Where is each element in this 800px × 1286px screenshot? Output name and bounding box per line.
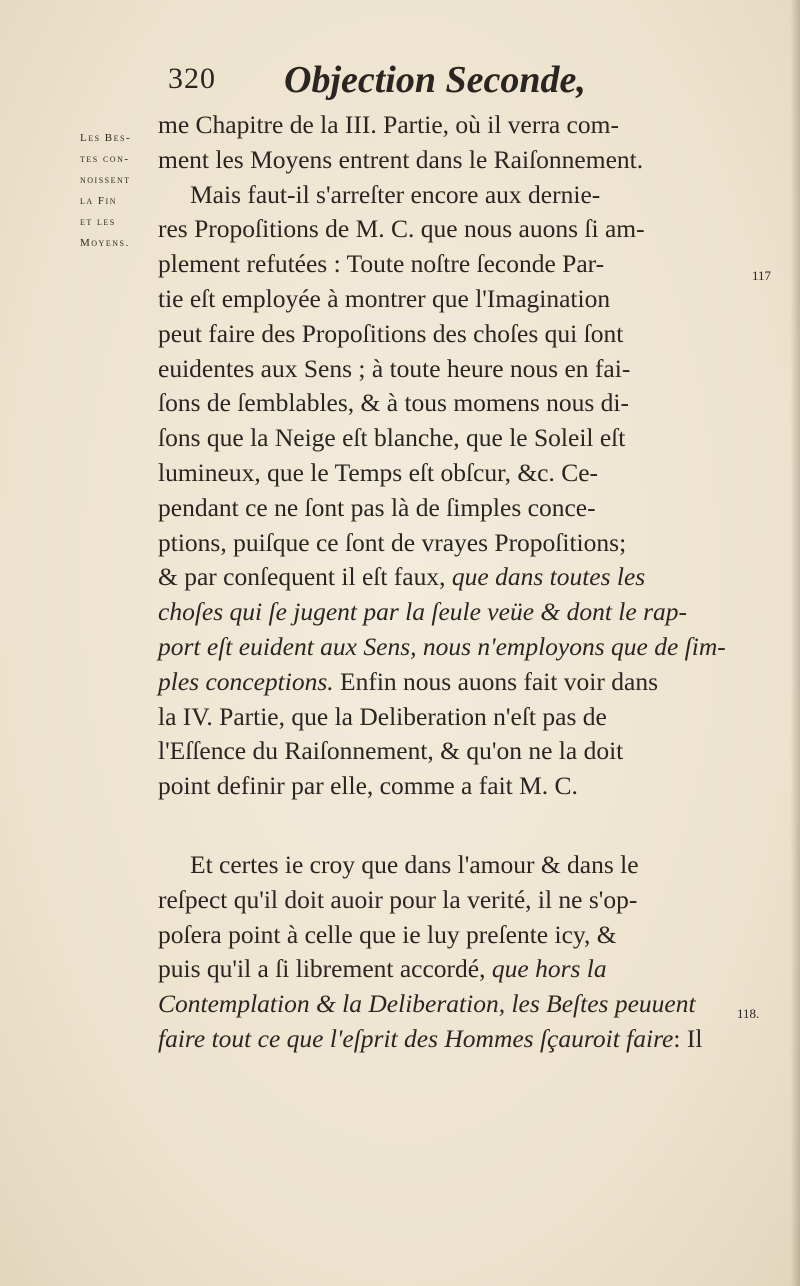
text-run: & par conſequent il eſt faux, [158, 562, 452, 592]
text-line [158, 526, 748, 561]
text-line [158, 595, 748, 630]
text-run: me Chapitre de la III. Partie, où il verra com- [158, 110, 619, 139]
italic-text: Contemplation & la Deliberation, les Beſtes peuuent [158, 989, 696, 1019]
paragraph-1 [158, 108, 748, 804]
text-run: plement refutées : Toute noſtre ſeconde Par- [158, 249, 605, 279]
text-line [158, 952, 748, 987]
text-line [158, 848, 748, 883]
margin-note-line: et les [80, 216, 116, 228]
text-line [158, 700, 748, 735]
paragraph-gap [158, 804, 748, 848]
text-line [158, 630, 748, 665]
text-run: Et certes ie croy que dans l'amour & dans le [190, 849, 639, 879]
text-run: reſpect qu'il doit auoir pour la verité, il ne s'op- [158, 884, 638, 914]
text-run: puis qu'il a ſi librement accordé, [158, 954, 492, 984]
text-line [158, 143, 748, 178]
paragraph-2 [158, 848, 748, 1057]
text-line [158, 317, 748, 352]
text-run: tie eſt employée à montrer que l'Imagination [158, 283, 611, 313]
text-line [158, 456, 748, 491]
text-run: poſera point à celle que ie luy preſente icy, & [158, 919, 617, 949]
text-line [158, 987, 748, 1022]
text-run: lumineux, que le Temps eſt obſcur, &c. Ce- [158, 457, 599, 487]
italic-text: que hors la [491, 954, 607, 984]
margin-note-line: la Fin [80, 195, 117, 207]
text-line [158, 212, 748, 247]
page-number: 320 [168, 62, 216, 95]
text-run: ſons de ſemblables, & à tous momens nous di- [158, 388, 629, 418]
text-line [158, 108, 748, 143]
italic-text: que dans toutes les [451, 562, 646, 592]
margin-note [80, 128, 160, 254]
text-line [158, 352, 748, 387]
margin-note-line: Moyens. [80, 237, 130, 249]
running-title: Objection Seconde, [284, 59, 586, 101]
text-run: ſons que la Neige eſt blanche, que le Soleil eſt [158, 423, 626, 453]
text-line [158, 1022, 748, 1057]
text-line [158, 734, 748, 769]
text-run: res Propoſitions de M. C. que nous auons ſi am- [158, 214, 645, 244]
text-run: peut faire des Propoſitions des choſes qui ſont [158, 318, 624, 348]
text-line [158, 386, 748, 421]
text-line [158, 491, 748, 526]
text-run: : Il [673, 1023, 703, 1053]
margin-note-line: Les Bes- [80, 132, 132, 144]
text-run: Enfin nous auons fait voir dans [333, 666, 658, 696]
text-line [158, 918, 748, 953]
italic-text: ples conceptions. [158, 666, 334, 696]
text-line [158, 883, 748, 918]
margin-note-line: noissent [80, 174, 131, 186]
italic-text: port eſt euident aux Sens, nous n'employons que de ſim- [158, 631, 726, 661]
text-line [158, 769, 748, 804]
side-number-117: 117 [752, 268, 772, 283]
side-number-118: 118. [737, 1006, 760, 1021]
italic-text: choſes qui ſe jugent par la ſeule veüe & dont le rap- [158, 597, 688, 627]
margin-note-line: tes con- [80, 153, 130, 165]
text-run: point definir par elle, comme a fait M. C. [158, 771, 578, 801]
text-run: pendant ce ne ſont pas là de ſimples conce- [158, 492, 596, 522]
text-run: ment les Moyens entrent dans le Raiſonnement. [158, 144, 644, 174]
text-run: la IV. Partie, que la Deliberation n'eſt pas de [158, 701, 607, 731]
text-line [158, 560, 748, 595]
text-line [158, 421, 748, 456]
text-line [158, 178, 748, 213]
text-run: ptions, puiſque ce ſont de vrayes Propoſitions; [158, 527, 627, 557]
text-line [158, 282, 748, 317]
page-edge-shadow [790, 0, 800, 1286]
text-run: Mais faut-il s'arreſter encore aux dernie- [190, 179, 601, 209]
text-line [158, 247, 748, 282]
text-run: euidentes aux Sens ; à toute heure nous en fai- [158, 353, 631, 383]
text-run: l'Eſſence du Raiſonnement, & qu'on ne la doit [158, 736, 624, 766]
body-text [158, 108, 748, 1057]
text-line [158, 665, 748, 700]
italic-text: faire tout ce que l'eſprit des Hommes ſçauroit faire [158, 1023, 674, 1053]
page-header [168, 58, 768, 108]
